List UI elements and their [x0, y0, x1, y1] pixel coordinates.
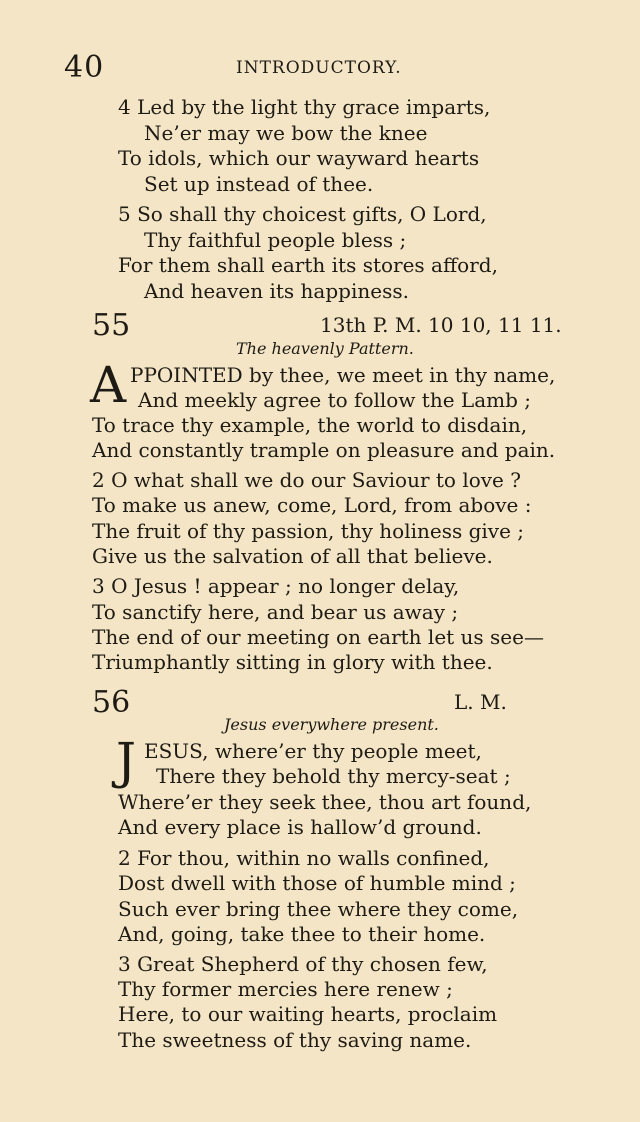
verse-line: 4 Led by the light thy grace imparts,	[118, 95, 491, 119]
verse-line: 3 O Jesus ! appear ; no longer delay,	[92, 574, 460, 598]
verse-line: And every place is hallow’d ground.	[118, 815, 482, 839]
hymn-title: The heavenly Pattern.	[236, 339, 414, 358]
drop-cap: A	[90, 356, 127, 414]
hymn-title: Jesus everywhere present.	[224, 715, 439, 734]
verse-line: To sanctify here, and bear us away ;	[92, 600, 459, 624]
hymn-meter: L. M.	[454, 690, 507, 714]
verse-line: The end of our meeting on earth let us see—	[92, 625, 544, 649]
verse-line: 5 So shall thy choicest gifts, O Lord,	[118, 202, 487, 226]
verse-line: 3 Great Shepherd of thy chosen few,	[118, 952, 488, 976]
verse-line: And constantly trample on pleasure and pain.	[92, 438, 556, 462]
verse-line: And heaven its happiness.	[144, 279, 409, 303]
verse-line: Ne’er may we bow the knee	[144, 121, 428, 145]
hymn-meter: 13th P. M. 10 10, 11 11.	[320, 313, 562, 337]
verse-line: 2 For thou, within no walls confined,	[118, 846, 490, 870]
verse-line: To make us anew, come, Lord, from above :	[92, 493, 532, 517]
verse-line: And, going, take thee to their home.	[118, 922, 486, 946]
verse-line: Dost dwell with those of humble mind ;	[118, 871, 516, 895]
verse-line: Set up instead of thee.	[144, 172, 374, 196]
verse-line: There they behold thy mercy-seat ;	[156, 764, 511, 788]
verse-line: And meekly agree to follow the Lamb ;	[138, 388, 531, 412]
page-number: 40	[64, 50, 105, 85]
verse-line: To idols, which our wayward hearts	[118, 146, 480, 170]
verse-line: The fruit of thy passion, thy holiness give ;	[92, 519, 525, 543]
hymn-number: 55	[92, 308, 131, 343]
verse-line: For them shall earth its stores afford,	[118, 253, 498, 277]
verse-line: Give us the salvation of all that believe.	[92, 544, 493, 568]
drop-cap: J	[116, 732, 137, 790]
verse-line: Where’er they seek thee, thou art found,	[118, 790, 532, 814]
verse-line: 2 O what shall we do our Saviour to love ?	[92, 468, 521, 492]
running-title: INTRODUCTORY.	[236, 58, 402, 78]
verse-line: Thy faithful people bless ;	[144, 228, 407, 252]
verse-line: Such ever bring thee where they come,	[118, 897, 519, 921]
verse-line: ESUS, where’er thy people meet,	[144, 739, 482, 763]
verse-line: To trace thy example, the world to disdain,	[92, 413, 528, 437]
hymn-number: 56	[92, 685, 131, 720]
verse-line: Here, to our waiting hearts, proclaim	[118, 1002, 498, 1026]
verse-line: Thy former mercies here renew ;	[118, 977, 453, 1001]
verse-line: Triumphantly sitting in glory with thee.	[92, 650, 493, 674]
verse-line: PPOINTED by thee, we meet in thy name,	[130, 363, 556, 387]
verse-line: The sweetness of thy saving name.	[118, 1028, 472, 1052]
